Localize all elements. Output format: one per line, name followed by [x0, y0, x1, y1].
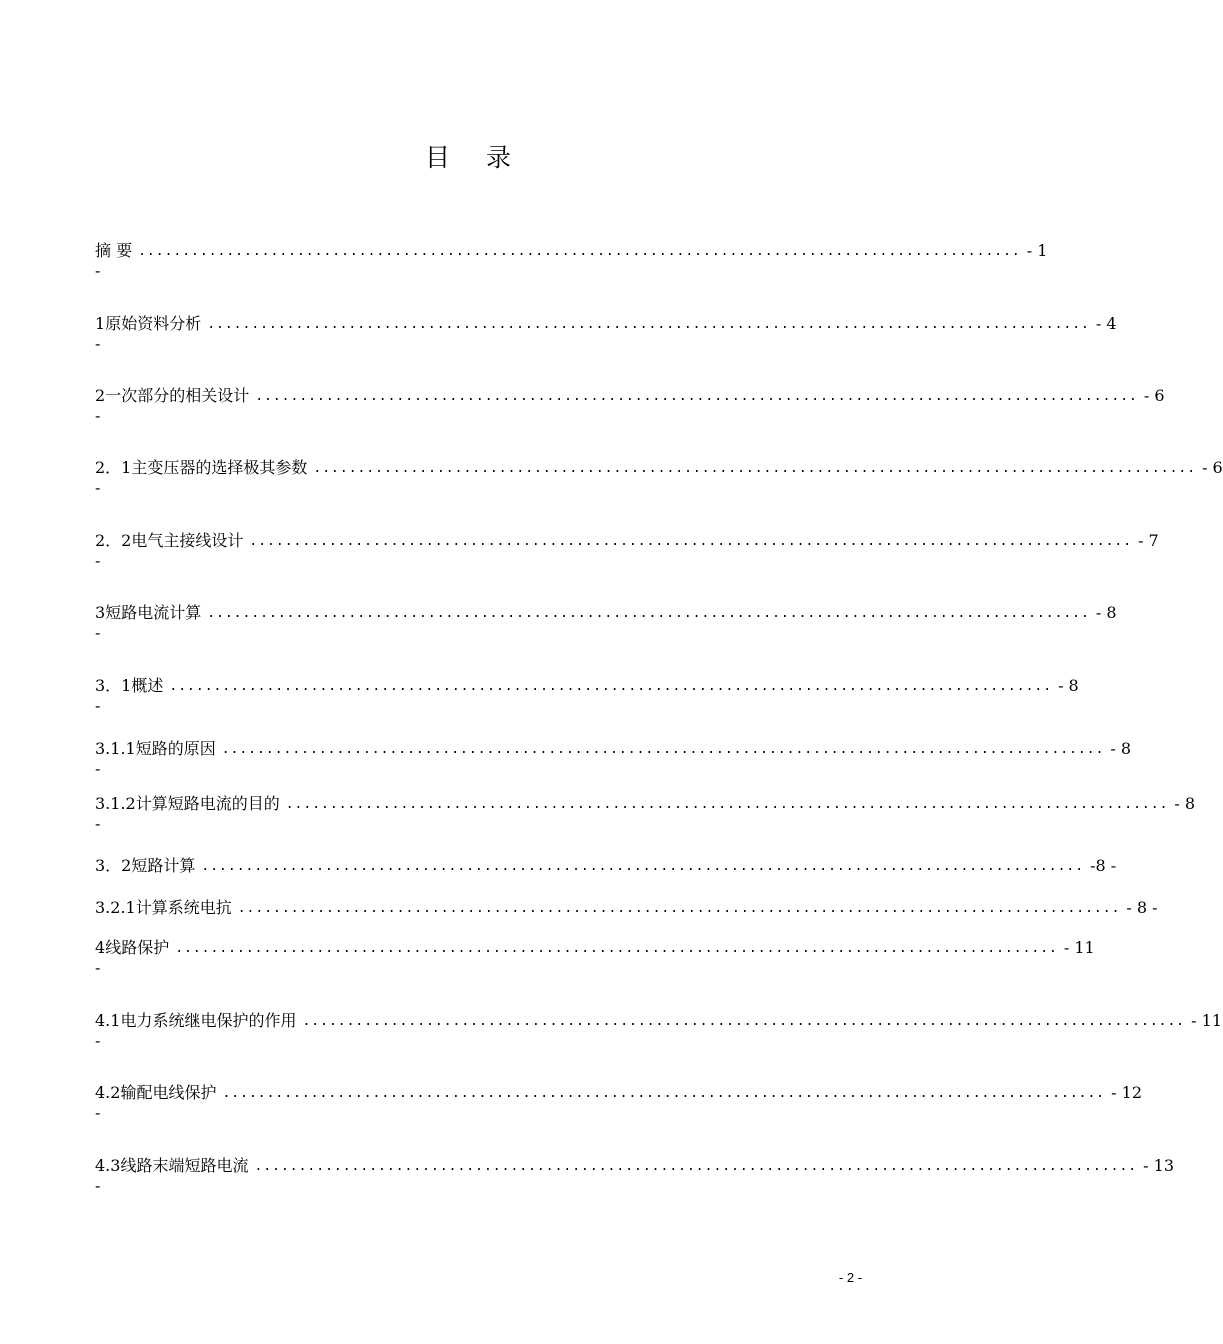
toc-entry[interactable] [95, 794, 1196, 833]
toc-entry-text: 短路的原因 [135, 739, 216, 758]
toc-entry-number: 3．1 [95, 676, 132, 695]
toc-entry-text: 电气主接线设计 [131, 531, 244, 550]
toc-entry-continuation: - [95, 551, 101, 570]
toc-leader-dots: .................................................................................................... [302, 1014, 1186, 1029]
toc-entry-number: 3.2.1 [95, 898, 136, 917]
toc-entry-page: - 6 [1143, 386, 1165, 405]
toc-entry-text: 短路计算 [131, 856, 196, 875]
toc-entry-page: - 4 [1095, 314, 1117, 333]
toc-entry-number: 4.3 [95, 1156, 121, 1175]
toc-entry[interactable] [95, 458, 1223, 497]
toc-entry-number: 2．2 [95, 531, 132, 550]
toc-leader-dots: .................................................................................................... [221, 742, 1105, 757]
toc-entry-page: - 11 [1063, 938, 1095, 957]
toc-entry-page: - 12 [1111, 1083, 1142, 1102]
toc-entry-page: - 8 [1174, 794, 1196, 813]
toc-entry-number: 2 [95, 386, 106, 405]
toc-entry-page: - 6 [1202, 458, 1223, 477]
toc-entry-continuation: - [95, 696, 101, 715]
toc-entry-continuation: - [95, 1031, 101, 1050]
toc-entry-page: - 8 [1058, 676, 1079, 695]
toc-entry-page: - 1 [1026, 241, 1048, 260]
toc-entry-continuation: - [95, 623, 101, 642]
toc-entry[interactable] [95, 856, 1117, 880]
toc-entry[interactable] [95, 739, 1132, 778]
toc-entry-text: 输配电线保护 [120, 1083, 217, 1102]
toc-leader-dots: .................................................................................................... [313, 461, 1197, 476]
toc-entry-continuation: - [95, 334, 101, 353]
page-number: - 2 - [838, 1270, 862, 1285]
toc-entry-text: 线路保护 [105, 938, 170, 957]
toc-entry-number: 1 [95, 314, 106, 333]
toc-leader-dots: .................................................................................................... [249, 534, 1133, 549]
toc-entry[interactable] [95, 1083, 1142, 1122]
toc-entry-text: 计算系统电抗 [135, 898, 232, 917]
toc-entry-text: 线路末端短路电流 [120, 1156, 249, 1175]
toc-entry-continuation: - [95, 261, 101, 280]
toc-entry-text: 概述 [131, 676, 164, 695]
toc-leader-dots: .................................................................................................... [169, 679, 1053, 694]
toc-leader-dots: .................................................................................................... [255, 389, 1138, 404]
toc-entry[interactable] [95, 676, 1079, 715]
toc-entry-text: 电力系统继电保护的作用 [120, 1011, 297, 1030]
toc-leader-dots: .................................................................................................... [201, 859, 1085, 874]
toc-entry-text: 主变压器的选择极其参数 [131, 458, 308, 477]
toc-leader-dots: .................................................................................................... [207, 317, 1090, 332]
toc-entry[interactable] [95, 603, 1117, 642]
toc-entry[interactable] [95, 241, 1048, 280]
toc-leader-dots: .................................................................................................... [207, 606, 1090, 621]
toc-entry-page: - 8 [1095, 603, 1117, 622]
toc-entry-number: 3．2 [95, 856, 132, 875]
toc-entry[interactable] [95, 898, 1158, 922]
toc-entry-text: 一次部分的相关设计 [105, 386, 250, 405]
toc-entry[interactable] [95, 314, 1117, 353]
toc-leader-dots: .................................................................................................... [138, 244, 1021, 259]
toc-leader-dots: .................................................................................................... [285, 797, 1169, 812]
toc-entry-text: 原始资料分析 [105, 314, 202, 333]
toc-entry-page: - 11 [1191, 1011, 1222, 1030]
toc-entry-number: 3.1.1 [95, 739, 136, 758]
toc-entry-continuation: - [95, 958, 101, 977]
toc-entry-page: - 13 [1143, 1156, 1174, 1175]
toc-entry-page: - 8 [1110, 739, 1132, 758]
toc-entry-continuation: - [95, 1176, 101, 1195]
toc-entry-continuation: - [95, 1103, 101, 1122]
toc-entry[interactable] [95, 938, 1095, 977]
toc-title: 目 录 [425, 143, 525, 172]
toc-entry-number: 3 [95, 603, 106, 622]
toc-entry-continuation: - [95, 478, 101, 497]
toc-entry[interactable] [95, 386, 1165, 425]
toc-entry-page: -8 - [1090, 856, 1117, 875]
toc-leader-dots: .................................................................................................... [175, 941, 1058, 956]
toc-entry-continuation: - [95, 759, 101, 778]
toc-leader-dots: .................................................................................................... [254, 1159, 1138, 1174]
toc-entry-continuation: - [95, 406, 101, 425]
toc-entry-continuation: - [95, 814, 101, 833]
toc-entry-number: 4.1 [95, 1011, 121, 1030]
toc-entry[interactable] [95, 531, 1159, 570]
toc-entry-number: 3.1.2 [95, 794, 136, 813]
toc-entry-number: 2．1 [95, 458, 132, 477]
toc-entry[interactable] [95, 1156, 1174, 1195]
toc-entry-page: - 7 [1138, 531, 1159, 550]
toc-entry-page: - 8 - [1126, 898, 1158, 917]
toc-leader-dots: .................................................................................................... [237, 901, 1121, 916]
toc-entry-number: 4 [95, 938, 106, 957]
toc-entry-number: 摘 要 [95, 241, 133, 260]
toc-entry-number: 4.2 [95, 1083, 121, 1102]
toc-entry-text: 短路电流计算 [105, 603, 202, 622]
toc-leader-dots: .................................................................................................... [222, 1086, 1106, 1101]
toc-entry-text: 计算短路电流的目的 [135, 794, 280, 813]
toc-entry[interactable] [95, 1011, 1222, 1050]
